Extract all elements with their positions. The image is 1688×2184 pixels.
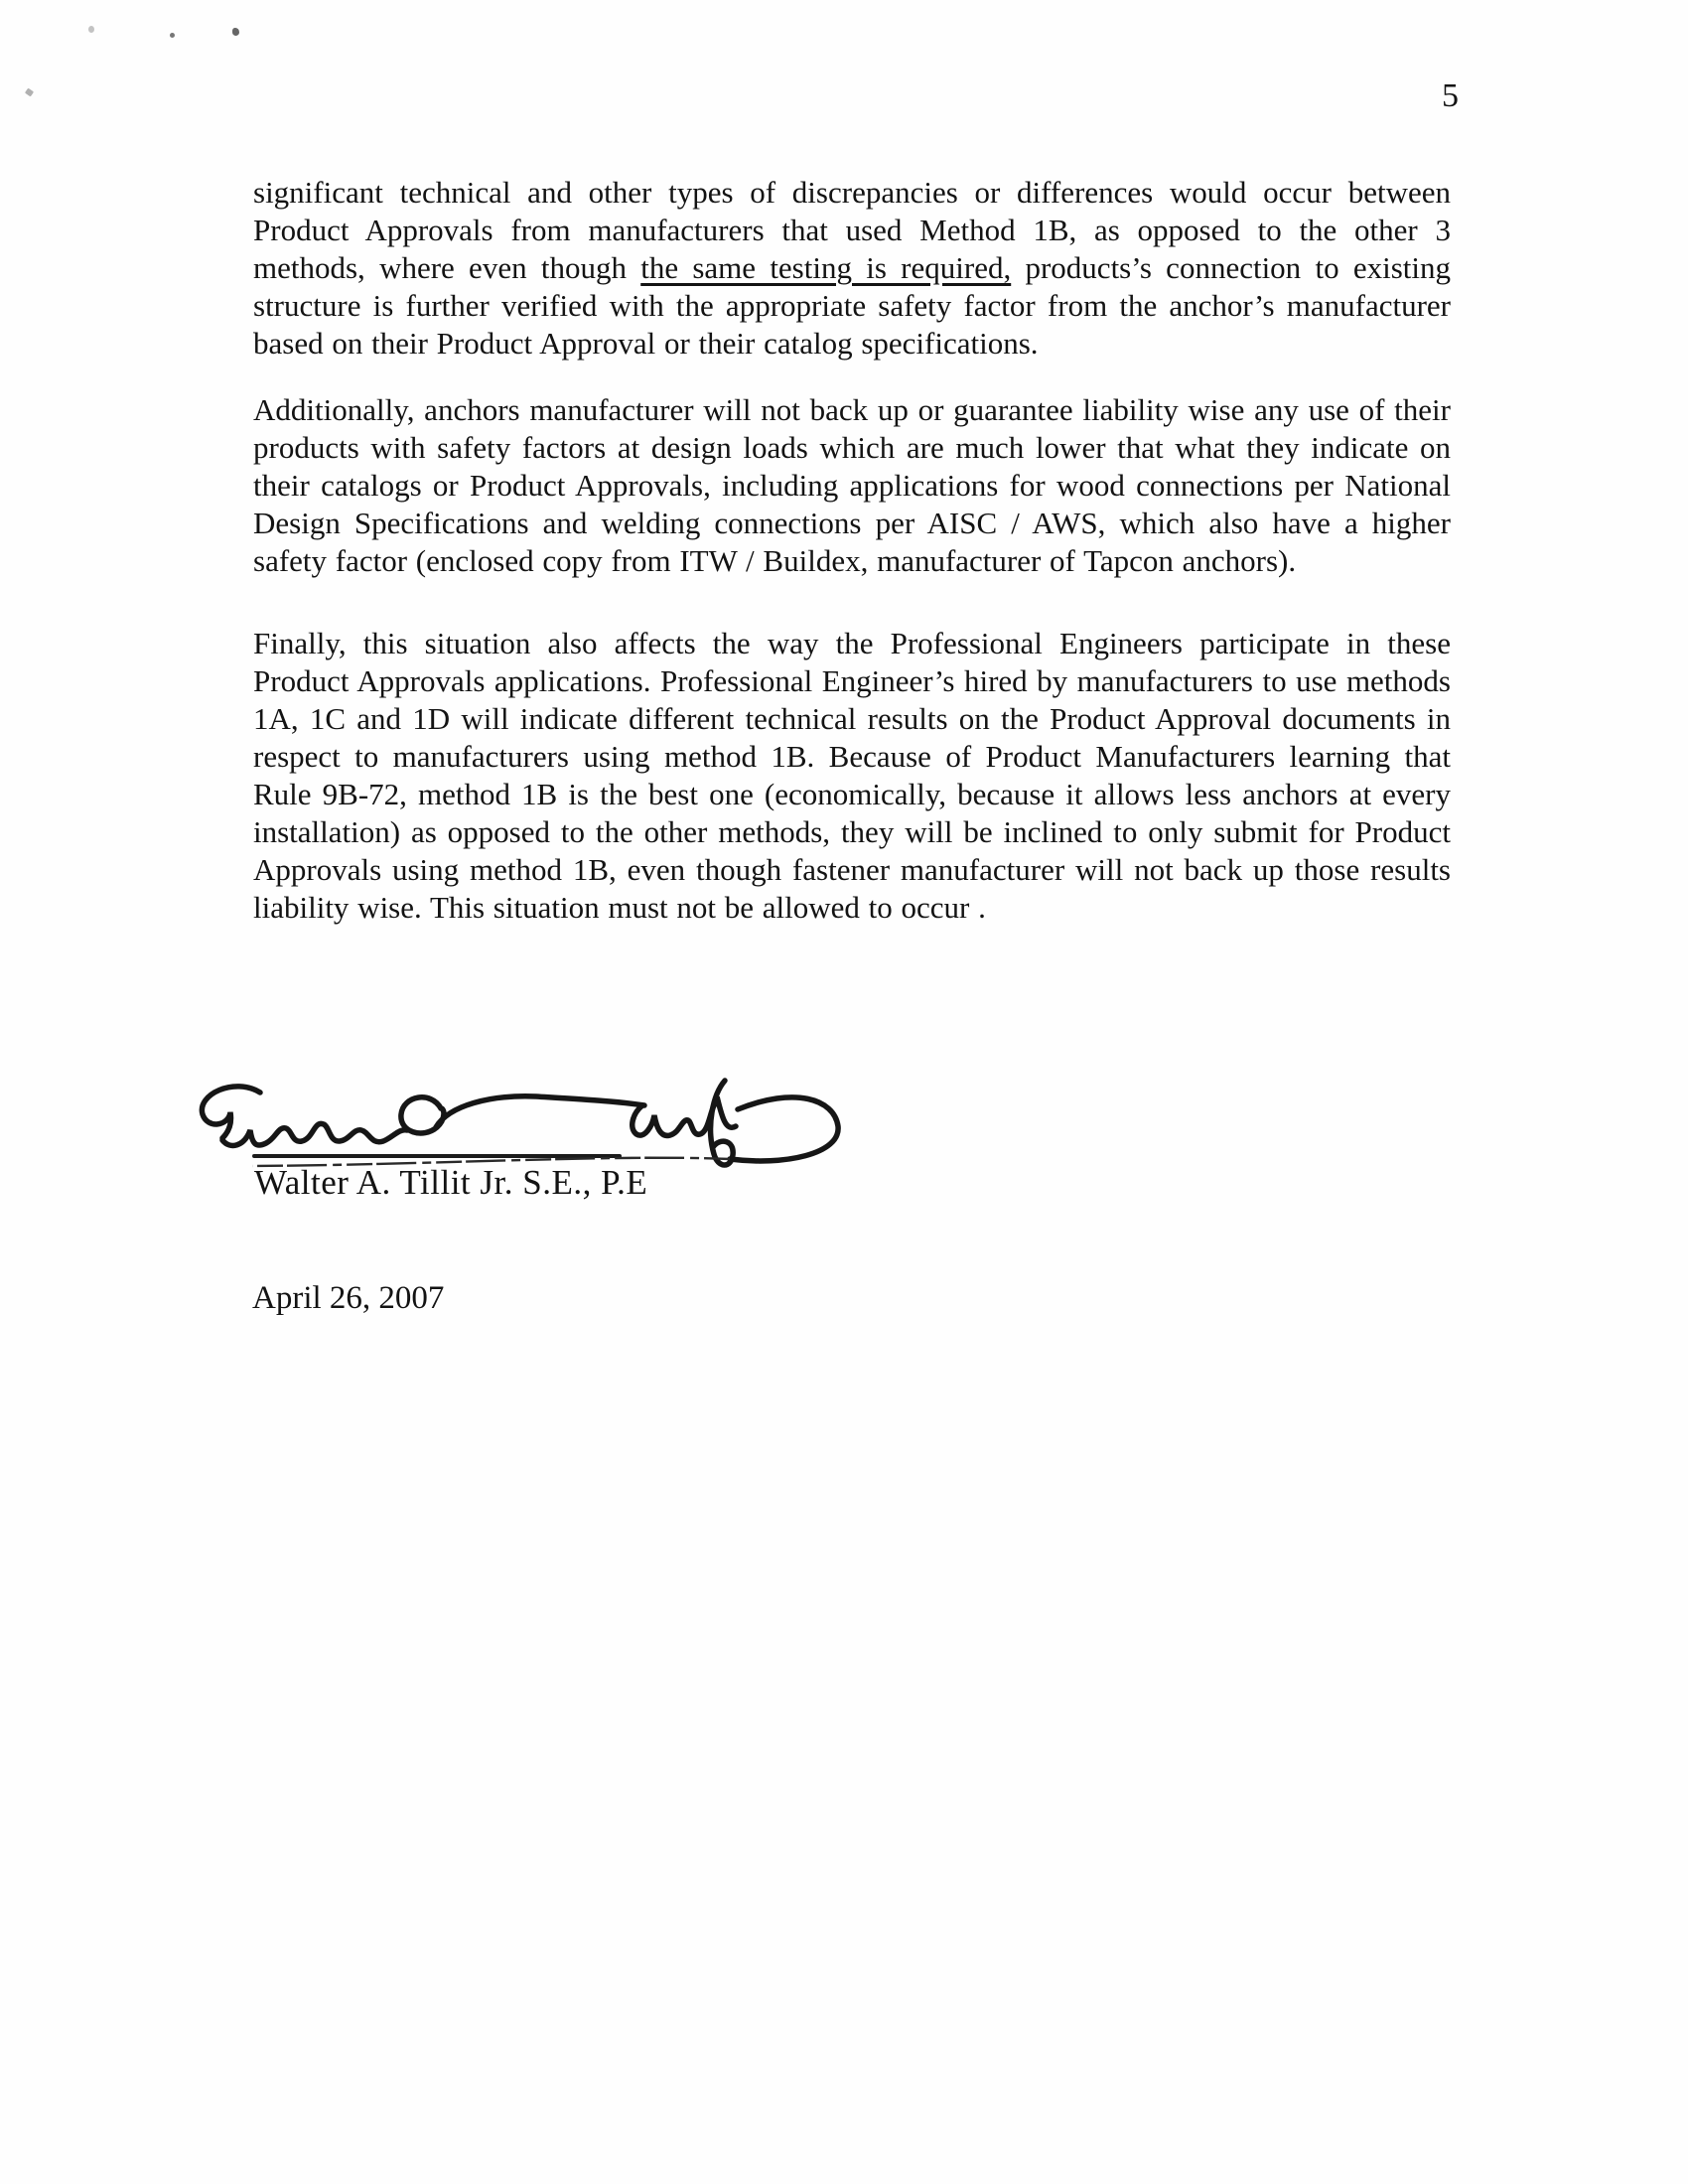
- page-number: 5: [1442, 77, 1460, 114]
- paragraph-1-text-post: products’s connection to existing structure is further verified with the appropriate safety factor from the anchor’s manufacturer based on their Product Approval or their catalog specifications.: [253, 250, 1451, 361]
- letter-body: [253, 174, 1451, 927]
- letter-date: April 26, 2007: [252, 1280, 445, 1316]
- signer-name: Walter A. Tillit Jr. S.E., P.E: [254, 1163, 648, 1202]
- paragraph-3: Finally, this situation also affects the way the Professional Engineers participate in these Product Approvals applications. Professional Engineer’s hired by manufacturers to use methods 1A, 1C and 1D will indicate different technical results on the Product Approval documents in respect to manufacturers using method 1B. Because of Product Manufacturers learning that Rule 9B-72, method 1B is the best one (economically, because it allows less anchors at every installation) as opposed to the other methods, they will be inclined to only submit for Product Approvals using method 1B, even though fastener manufacturer will not back up those results liability wise. This situation must not be allowed to occur .: [253, 626, 1451, 925]
- scan-speck: [232, 28, 239, 36]
- underlined-phrase: the same testing is required,: [640, 250, 1012, 285]
- paragraph-1-text-pre: significant technical and other types of discrepancies or differences would occur between Product Approvals from manufacturers that used Method 1B, as opposed to the other 3 methods, where even though: [253, 175, 1451, 285]
- paragraph-2: Additionally, anchors manufacturer will not back up or guarantee liability wise any use of their products with safety factors at design loads which are much lower that what they indicate on their catalogs or Product Approvals, including applications for wood connections per National Design Specifications and welding connections per AISC / AWS, which also have a higher safety factor (enclosed copy from ITW / Buildex, manufacturer of Tapcon anchors).: [253, 392, 1451, 578]
- scan-speck: [88, 26, 94, 33]
- paragraph-1: [253, 174, 1451, 363]
- scan-speck: [170, 33, 175, 38]
- scan-speck: [25, 88, 34, 97]
- signature-underline: [252, 1154, 622, 1158]
